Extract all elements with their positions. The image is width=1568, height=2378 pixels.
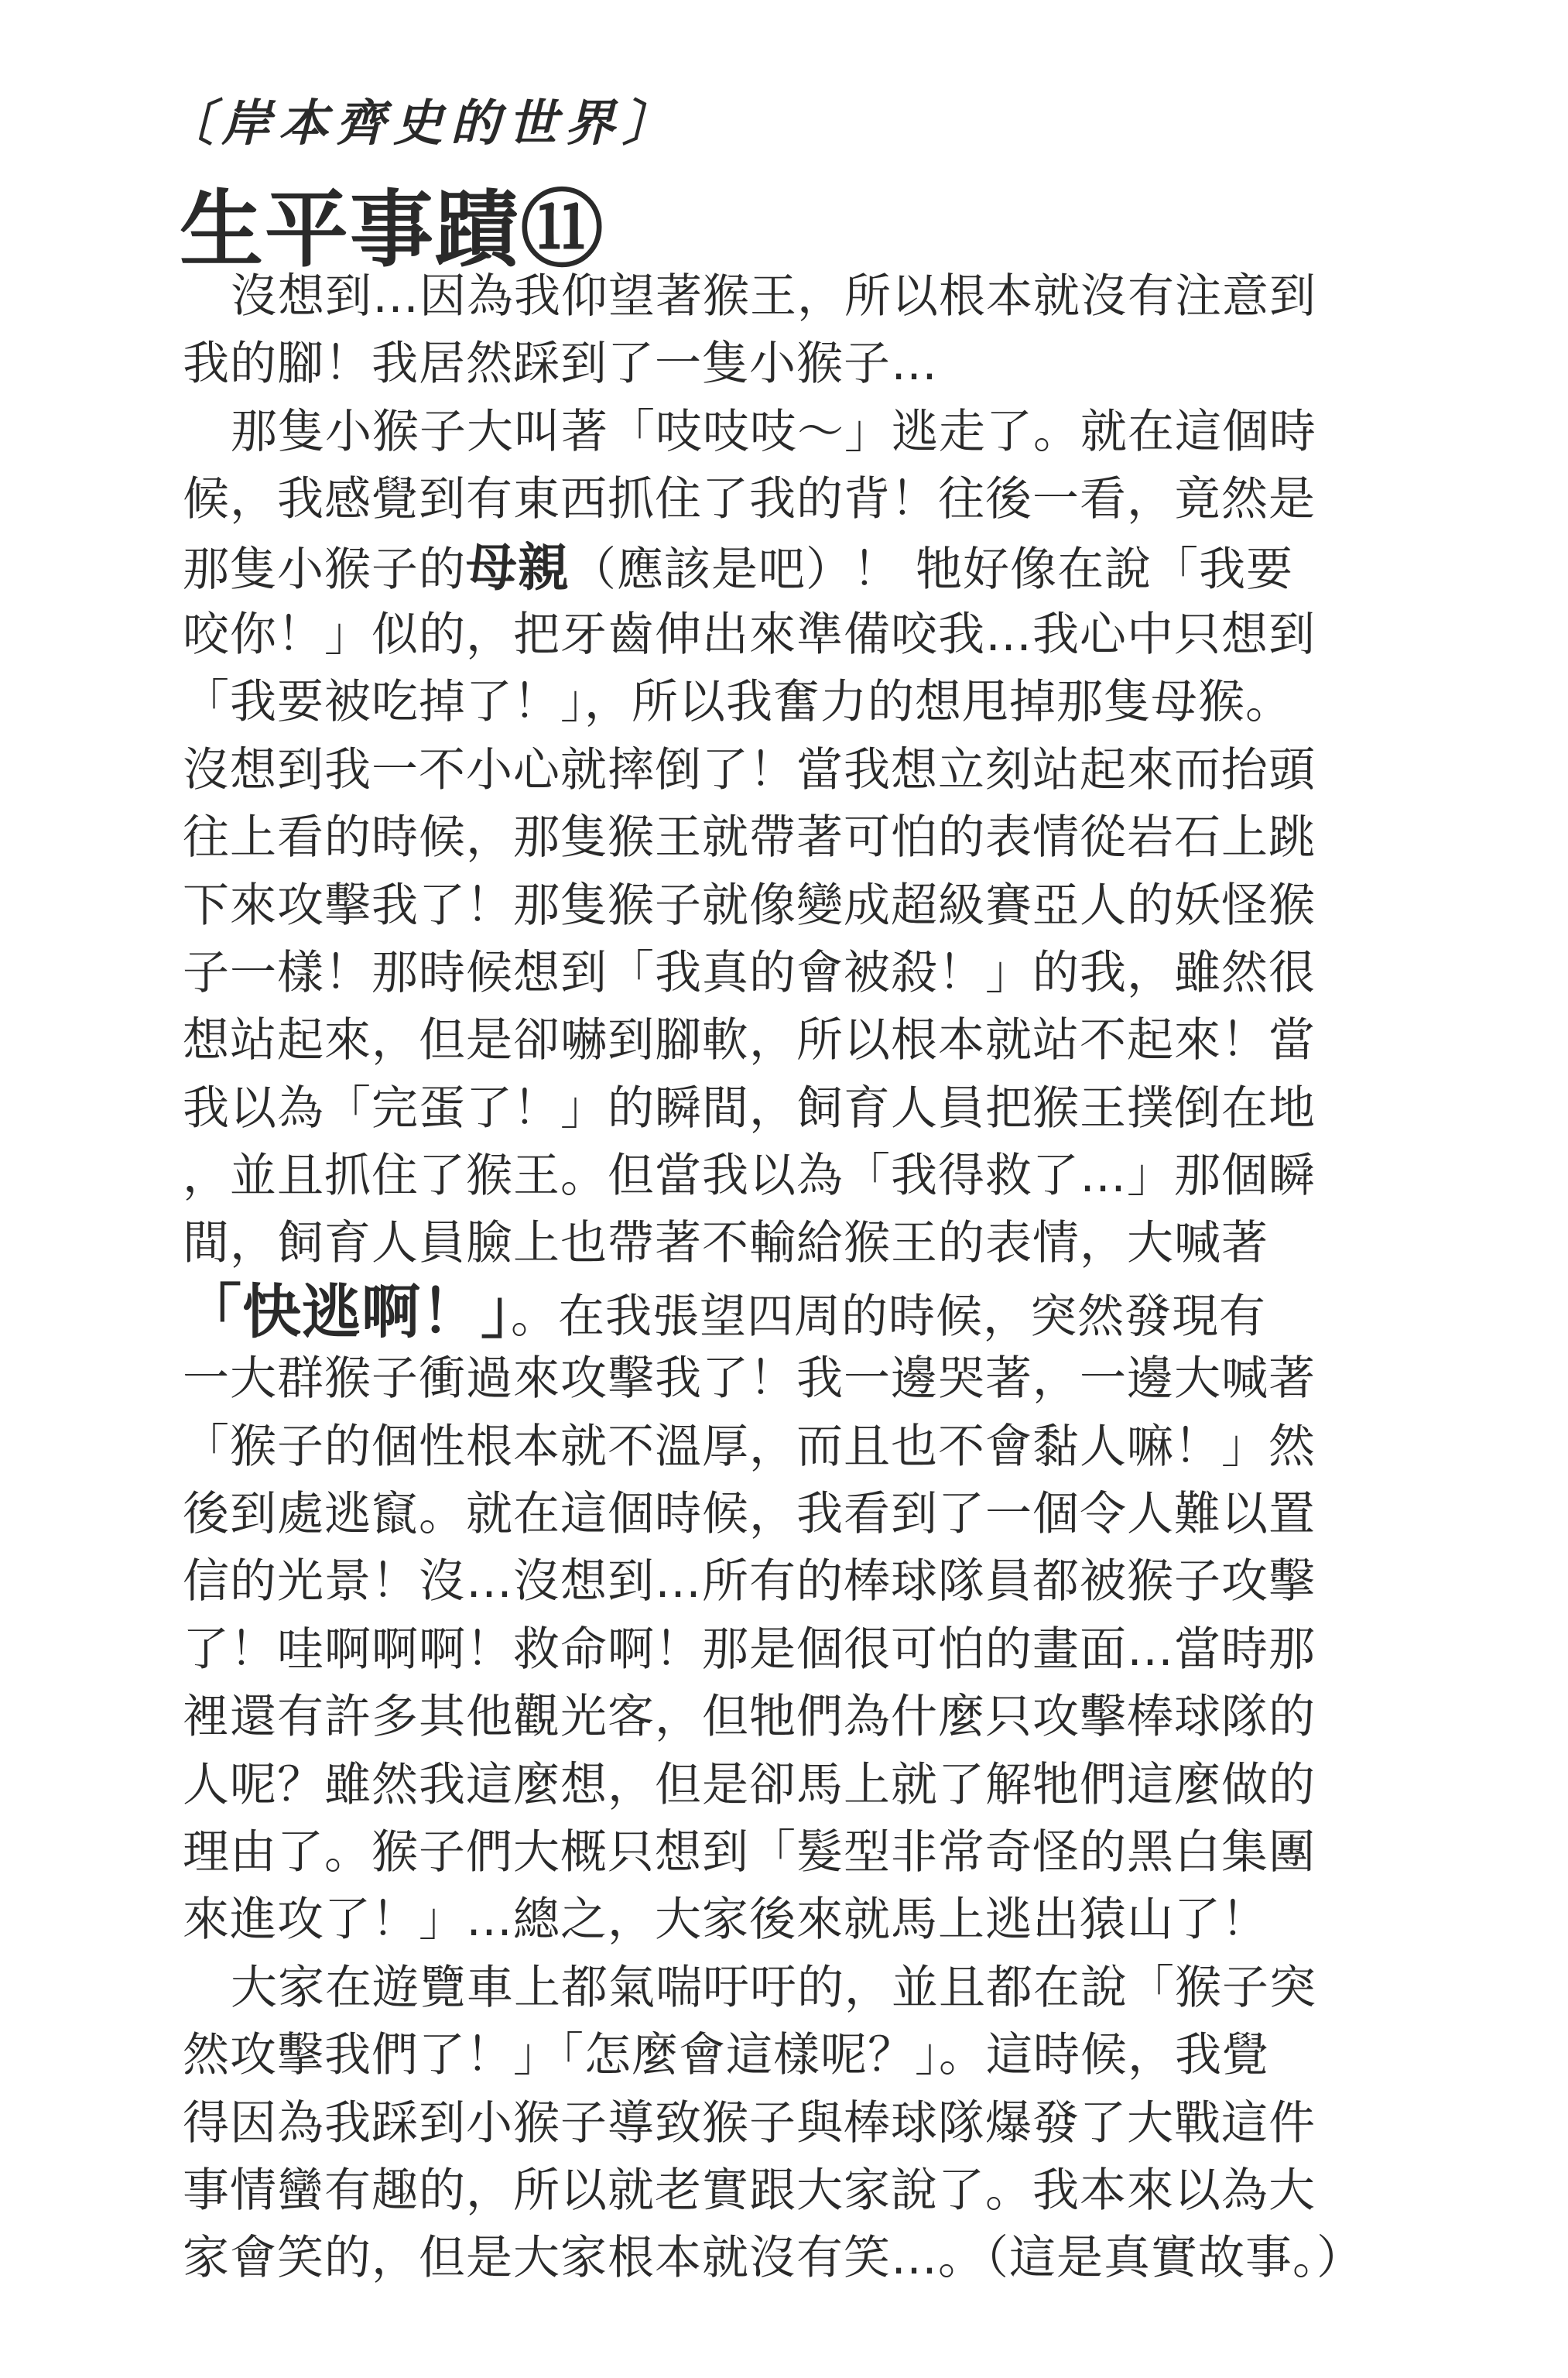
text-line: 來進攻了！」…總之，大家後來就馬上逃出猿山了！ xyxy=(183,1893,1268,1948)
text-line: 我以為「完蛋了！」的瞬間，飼育人員把猴王撲倒在地 xyxy=(183,1081,1316,1136)
text-line: 裡還有許多其他觀光客，但牠們為什麼只攻擊棒球隊的 xyxy=(183,1690,1316,1745)
emphasis-text: 「快逃啊！」 xyxy=(183,1276,511,1346)
text-line: 沒想到我一不小心就摔倒了！當我想立刻站起來而抬頭 xyxy=(183,742,1316,797)
text-line: 一大群猴子衝過來攻擊我了！我一邊哭著，一邊大喊著 xyxy=(183,1352,1316,1407)
text-line: 大家在遊覽車上都氣喘吁吁的，並且都在說「猴子突 xyxy=(231,1960,1316,2015)
text-line: ，並且抓住了猴王。但當我以為「我得救了…」那個瞬 xyxy=(183,1149,1316,1204)
text-line: 沒想到…因為我仰望著猴王，所以根本就沒有注意到 xyxy=(231,269,1316,324)
text-line: 咬你！」似的，把牙齒伸出來準備咬我…我心中只想到 xyxy=(183,607,1316,662)
text-line: 事情蠻有趣的，所以就老實跟大家說了。我本來以為大 xyxy=(183,2163,1316,2218)
text-line xyxy=(183,534,1483,601)
emphasis-text: 母親 xyxy=(466,537,570,598)
text-line: 「我要被吃掉了！」，所以我奮力的想甩掉那隻母猴。 xyxy=(183,675,1292,730)
text-line: 下來攻擊我了！那隻猴子就像變成超級賽亞人的妖怪猴 xyxy=(183,878,1316,933)
text-line: 想站起來，但是卻嚇到腳軟，所以根本就站不起來！當 xyxy=(183,1013,1316,1068)
text-line: 往上看的時候，那隻猴王就帶著可怕的表情從岩石上跳 xyxy=(183,810,1316,865)
text-line xyxy=(183,1278,1483,1345)
text-line: 「猴子的個性根本就不溫厚，而且也不會黏人嘛！」然 xyxy=(183,1419,1316,1474)
text-line: 家會笑的，但是大家根本就沒有笑…。（這是真實故事。） xyxy=(183,2231,1364,2286)
text-line: 信的光景！沒…沒想到…所有的棒球隊員都被猴子攻擊 xyxy=(183,1554,1316,1609)
text-line: 人呢？雖然我這麼想，但是卻馬上就了解牠們這麼做的 xyxy=(183,1757,1316,1812)
article-body xyxy=(183,263,1483,2293)
text-line: 了！哇啊啊啊！救命啊！那是個很可怕的畫面…當時那 xyxy=(183,1622,1316,1677)
text-line: 然攻擊我們了！」「怎麼會這樣呢？」。這時候，我覺 xyxy=(183,2028,1269,2083)
text-line: 子一樣！那時候想到「我真的會被殺！」的我，雖然很 xyxy=(183,945,1316,1000)
text-line: 得因為我踩到小猴子導致猴子與棒球隊爆發了大戰這件 xyxy=(183,2095,1316,2150)
text-line: 那隻小猴子大叫著「吱吱吱～」逃走了。就在這個時 xyxy=(231,404,1316,459)
text-line: 我的腳！我居然踩到了一隻小猴子… xyxy=(183,337,938,392)
text-segment: 。在我張望四周的時候，突然發現有 xyxy=(511,1289,1266,1344)
text-line: 間，飼育人員臉上也帶著不輸給猴王的表情，大喊著 xyxy=(183,1216,1268,1271)
text-line: 理由了。猴子們大概只想到「髮型非常奇怪的黑白集團 xyxy=(183,1825,1316,1879)
text-line: 候，我感覺到有東西抓住了我的背！往後一看，竟然是 xyxy=(183,472,1316,527)
page-title: 生平事蹟⑪ xyxy=(180,181,606,279)
text-line: 後到處逃竄。就在這個時候，我看到了一個令人難以置 xyxy=(183,1487,1316,1542)
text-segment: （應該是吧）！ 牠好像在說「我要 xyxy=(570,542,1294,597)
text-segment: 那隻小猴子的 xyxy=(183,542,466,597)
series-label: 〔岸本齊史的世界〕 xyxy=(164,94,680,152)
